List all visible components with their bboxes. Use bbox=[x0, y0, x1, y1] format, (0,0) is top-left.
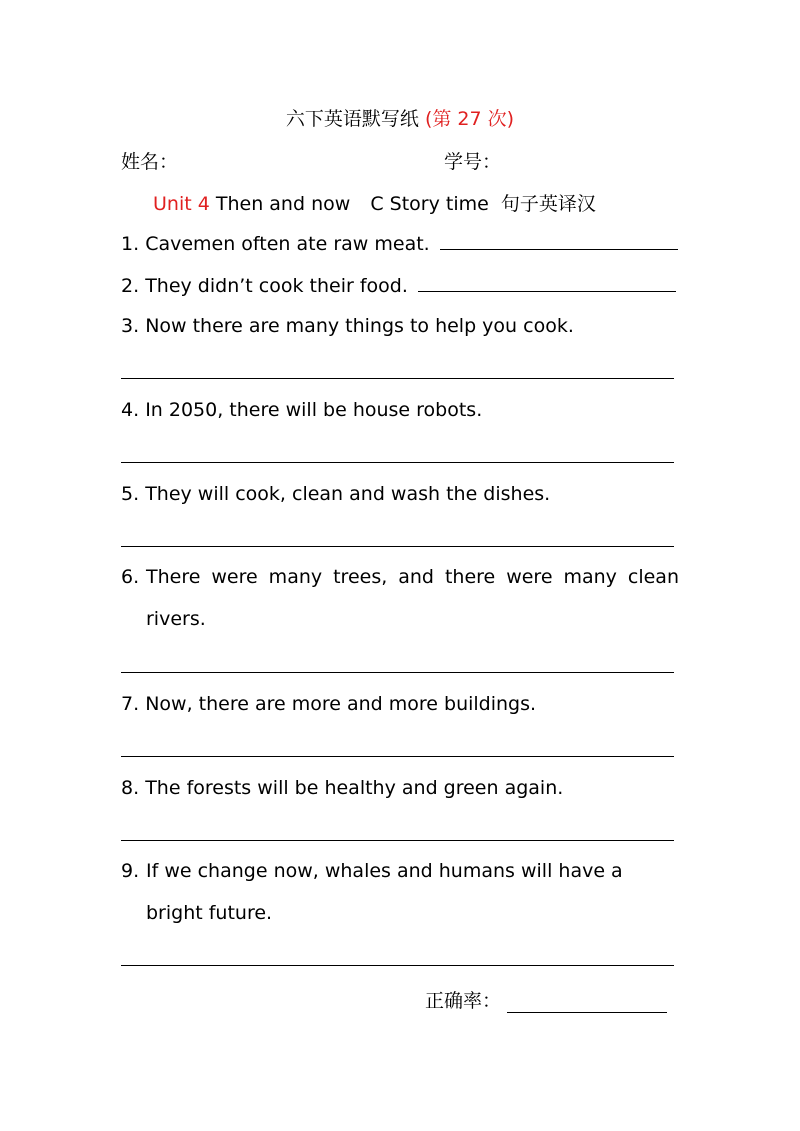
answer-line[interactable] bbox=[121, 965, 674, 966]
question-number: 2. bbox=[121, 275, 140, 297]
answer-line[interactable] bbox=[121, 840, 674, 841]
answer-line[interactable] bbox=[121, 672, 674, 673]
question-2 bbox=[121, 273, 676, 297]
student-id-label: 学号： bbox=[444, 151, 502, 173]
question-text: Now, there are more and more buildings. bbox=[145, 693, 537, 715]
unit-section: C Story time bbox=[370, 193, 489, 215]
question-text: In 2050, there will be house robots. bbox=[145, 399, 483, 421]
answer-line[interactable] bbox=[121, 546, 674, 547]
question-6 bbox=[121, 556, 679, 640]
question-text: They will cook, clean and wash the dishes. bbox=[145, 483, 551, 505]
question-text: The forests will be healthy and green again. bbox=[145, 777, 564, 799]
answer-line[interactable] bbox=[121, 756, 674, 757]
accuracy-row bbox=[425, 986, 667, 1013]
worksheet-title bbox=[0, 104, 800, 131]
unit-task: 句子英译汉 bbox=[500, 193, 596, 215]
question-number: 3. bbox=[121, 315, 140, 337]
session-number: (第 27 次) bbox=[424, 108, 515, 130]
question-7 bbox=[121, 693, 536, 715]
question-number: 5. bbox=[121, 483, 140, 505]
answer-line[interactable] bbox=[121, 378, 674, 379]
question-4 bbox=[121, 399, 482, 421]
question-9 bbox=[121, 850, 679, 934]
answer-blank[interactable] bbox=[418, 273, 676, 292]
accuracy-label: 正确率： bbox=[425, 990, 502, 1012]
name-label: 姓名： bbox=[121, 151, 179, 173]
question-1 bbox=[121, 231, 678, 255]
question-3 bbox=[121, 315, 574, 337]
question-text: If we change now, whales and humans will have a bright future. bbox=[146, 860, 623, 924]
question-number: 4. bbox=[121, 399, 140, 421]
question-text: They didn’t cook their food. bbox=[145, 275, 408, 297]
question-number: 9. bbox=[121, 860, 140, 882]
answer-blank[interactable] bbox=[440, 231, 678, 250]
question-text: There were many trees, and there were many clean rivers. bbox=[146, 566, 679, 630]
accuracy-blank[interactable] bbox=[507, 992, 667, 1013]
question-number: 8. bbox=[121, 777, 140, 799]
question-number: 6. bbox=[121, 566, 140, 588]
unit-topic: Then and now bbox=[215, 193, 351, 215]
unit-number: Unit 4 bbox=[153, 193, 210, 215]
question-number: 1. bbox=[121, 233, 140, 255]
answer-line[interactable] bbox=[121, 462, 674, 463]
question-8 bbox=[121, 777, 563, 799]
question-5 bbox=[121, 483, 550, 505]
unit-heading bbox=[153, 189, 596, 216]
question-text: Now there are many things to help you cook. bbox=[145, 315, 574, 337]
question-number: 7. bbox=[121, 693, 140, 715]
question-text: Cavemen often ate raw meat. bbox=[145, 233, 430, 255]
title-text: 六下英语默写纸 bbox=[285, 108, 419, 130]
